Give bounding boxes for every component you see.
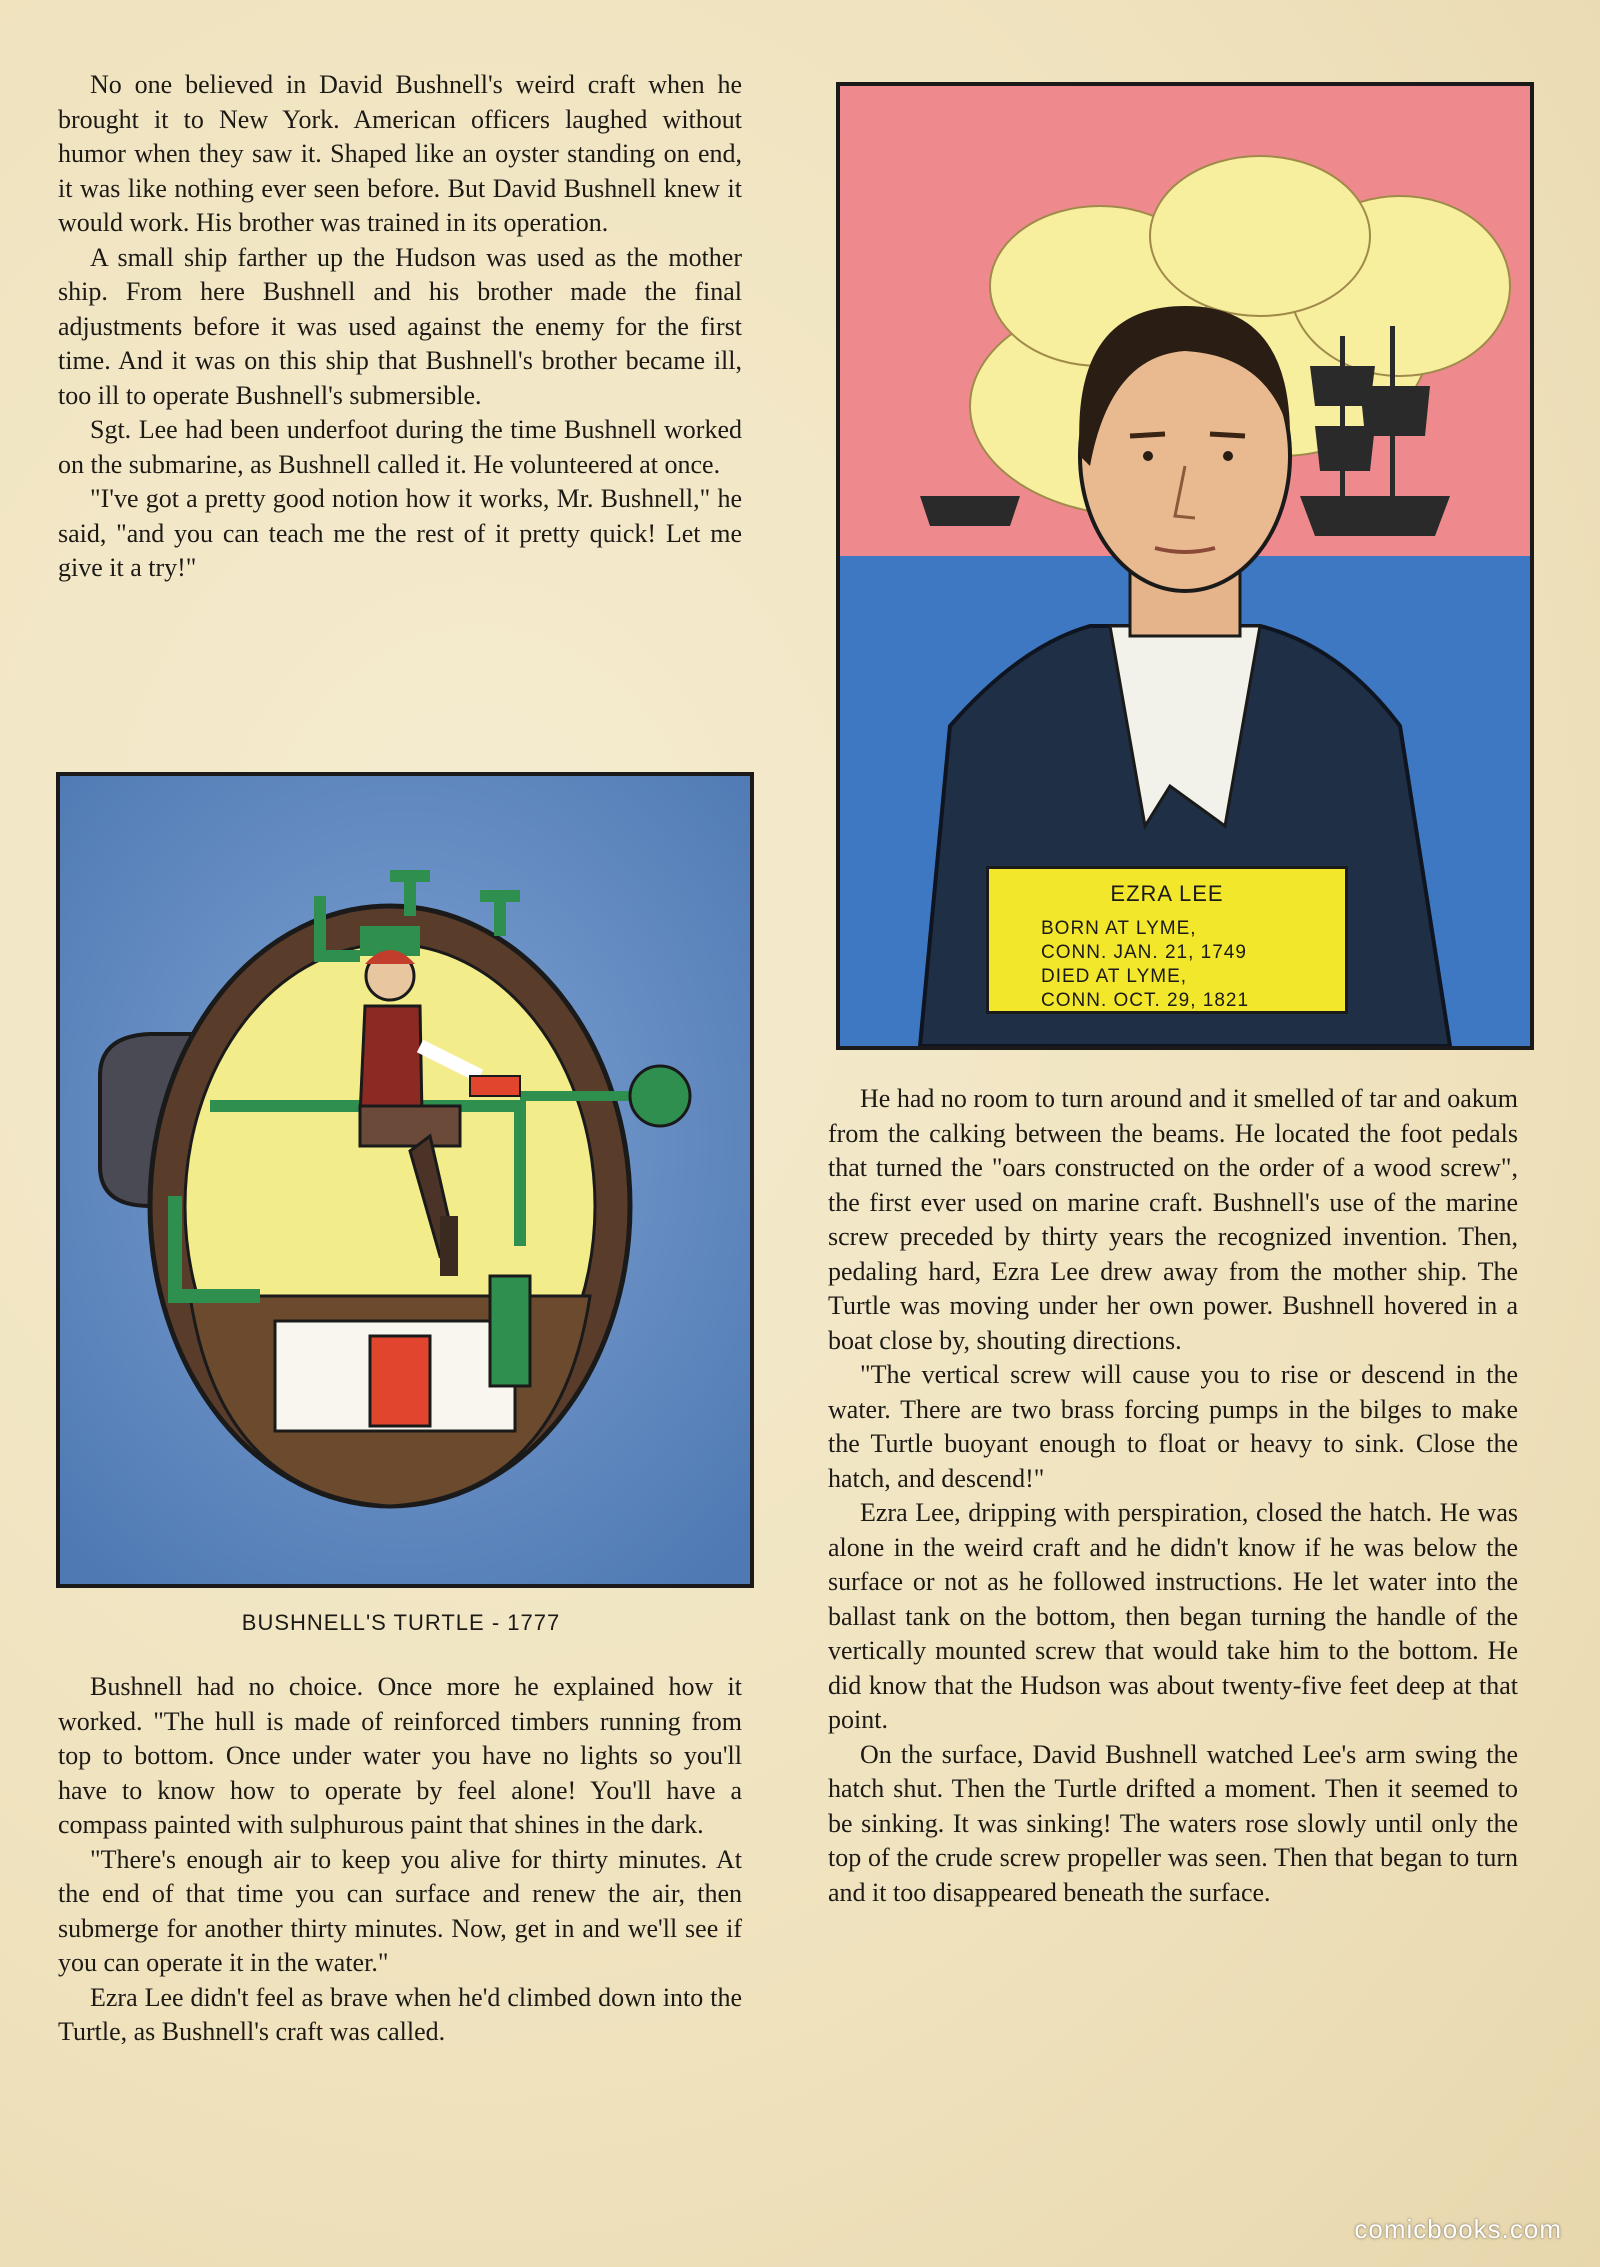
story-column-right [828,1082,1518,1910]
paragraph: He had no room to turn around and it smelled of tar and oakum from the calking between the beams. He located the foot pedals that turned the "oars constructed on the order of a wood screw", the first ever used on marine craft. Bushnell's use of the marine screw preceded by thirty years the recognized invention. Then, pedaling hard, Ezra Lee drew away from the mother ship. The Turtle was moving under her own power. Bushnell hovered in a boat close by, shouting directions. [828,1084,1518,1355]
caption-line: CONN. OCT. 29, 1821 [1041,990,1250,1011]
caption-line: BORN AT LYME, [1041,918,1197,939]
story-column-top-left [58,68,742,586]
caption-dates [1041,917,1345,1013]
paragraph: Ezra Lee, dripping with perspiration, closed the hatch. He was alone in the weird craft and he didn't know if he was below the surface or not as he followed instructions. He let water into the ballast tank on the bottom, then began turning the handle of the vertically mounted screw that would take him to the bottom. He did know that the Hudson was about twenty-five feet deep at that point. [828,1498,1518,1734]
turtle-cutaway-illustration [60,776,750,1584]
caption-name: EZRA LEE [1110,881,1224,906]
ezra-lee-portrait-panel [836,82,1534,1050]
paragraph: "There's enough air to keep you alive for thirty minutes. At the end of that time you can surface and renew the air, then submerge for another thirty minutes. Now, get in and we'll see if you can operate it in the water." [58,1844,742,1977]
paragraph: On the surface, David Bushnell watched Lee's arm swing the hatch shut. Then the Turtle drifted a moment. Then it seemed to be sinking. It was sinking! The waters rose slowly until only the top of the crude screw propeller was seen. Then that began to turn and it too disappeared beneath the surface. [828,1739,1518,1907]
caption-line: DIED AT LYME, [1041,966,1188,987]
paragraph: Ezra Lee didn't feel as brave when he'd climbed down into the Turtle, as Bushnell's craft was called. [58,1982,742,2046]
paragraph: No one believed in David Bushnell's weird craft when he brought it to New York. American officers laughed without humor when they saw it. Shaped like an oyster standing on end, it was like nothing ever seen before. But David Bushnell knew it would work. His brother was trained in its operation. [58,70,742,237]
turtle-illustration-panel [56,772,754,1588]
ezra-lee-caption-box [986,866,1348,1014]
paragraph: Bushnell had no choice. Once more he explained how it worked. "The hull is made of reinforced timbers running from top to bottom. Once under water you have no lights so you'll have to know how to operate by feel alone! You'll have a compass painted with sulphurous paint that shines in the dark. [58,1672,742,1839]
caption-line: CONN. JAN. 21, 1749 [1041,942,1247,963]
turtle-caption: BUSHNELL'S TURTLE - 1777 [241,1610,561,1635]
paragraph: "The vertical screw will cause you to rise or descend in the water. There are two brass forcing pumps in the bilges to make the Turtle buoyant enough to float or heavy to sink. Close the hatch, and descend!" [828,1360,1518,1493]
watermark: comicbooks.com [1354,2214,1562,2244]
paragraph: A small ship farther up the Hudson was used as the mother ship. From here Bushnell and his brother made the final adjustments before it was used against the enemy for the first time. And it was on this ship that Bushnell's brother became ill, too ill to operate Bushnell's submersible. [58,242,742,410]
paragraph: "I've got a pretty good notion how it works, Mr. Bushnell," he said, "and you can teach me the rest of it pretty quick! Let me give it a try!" [58,484,742,582]
story-column-bottom-left [58,1670,742,2050]
paragraph: Sgt. Lee had been underfoot during the time Bushnell worked on the submarine, as Bushnell called it. He volunteered at once. [58,415,742,479]
